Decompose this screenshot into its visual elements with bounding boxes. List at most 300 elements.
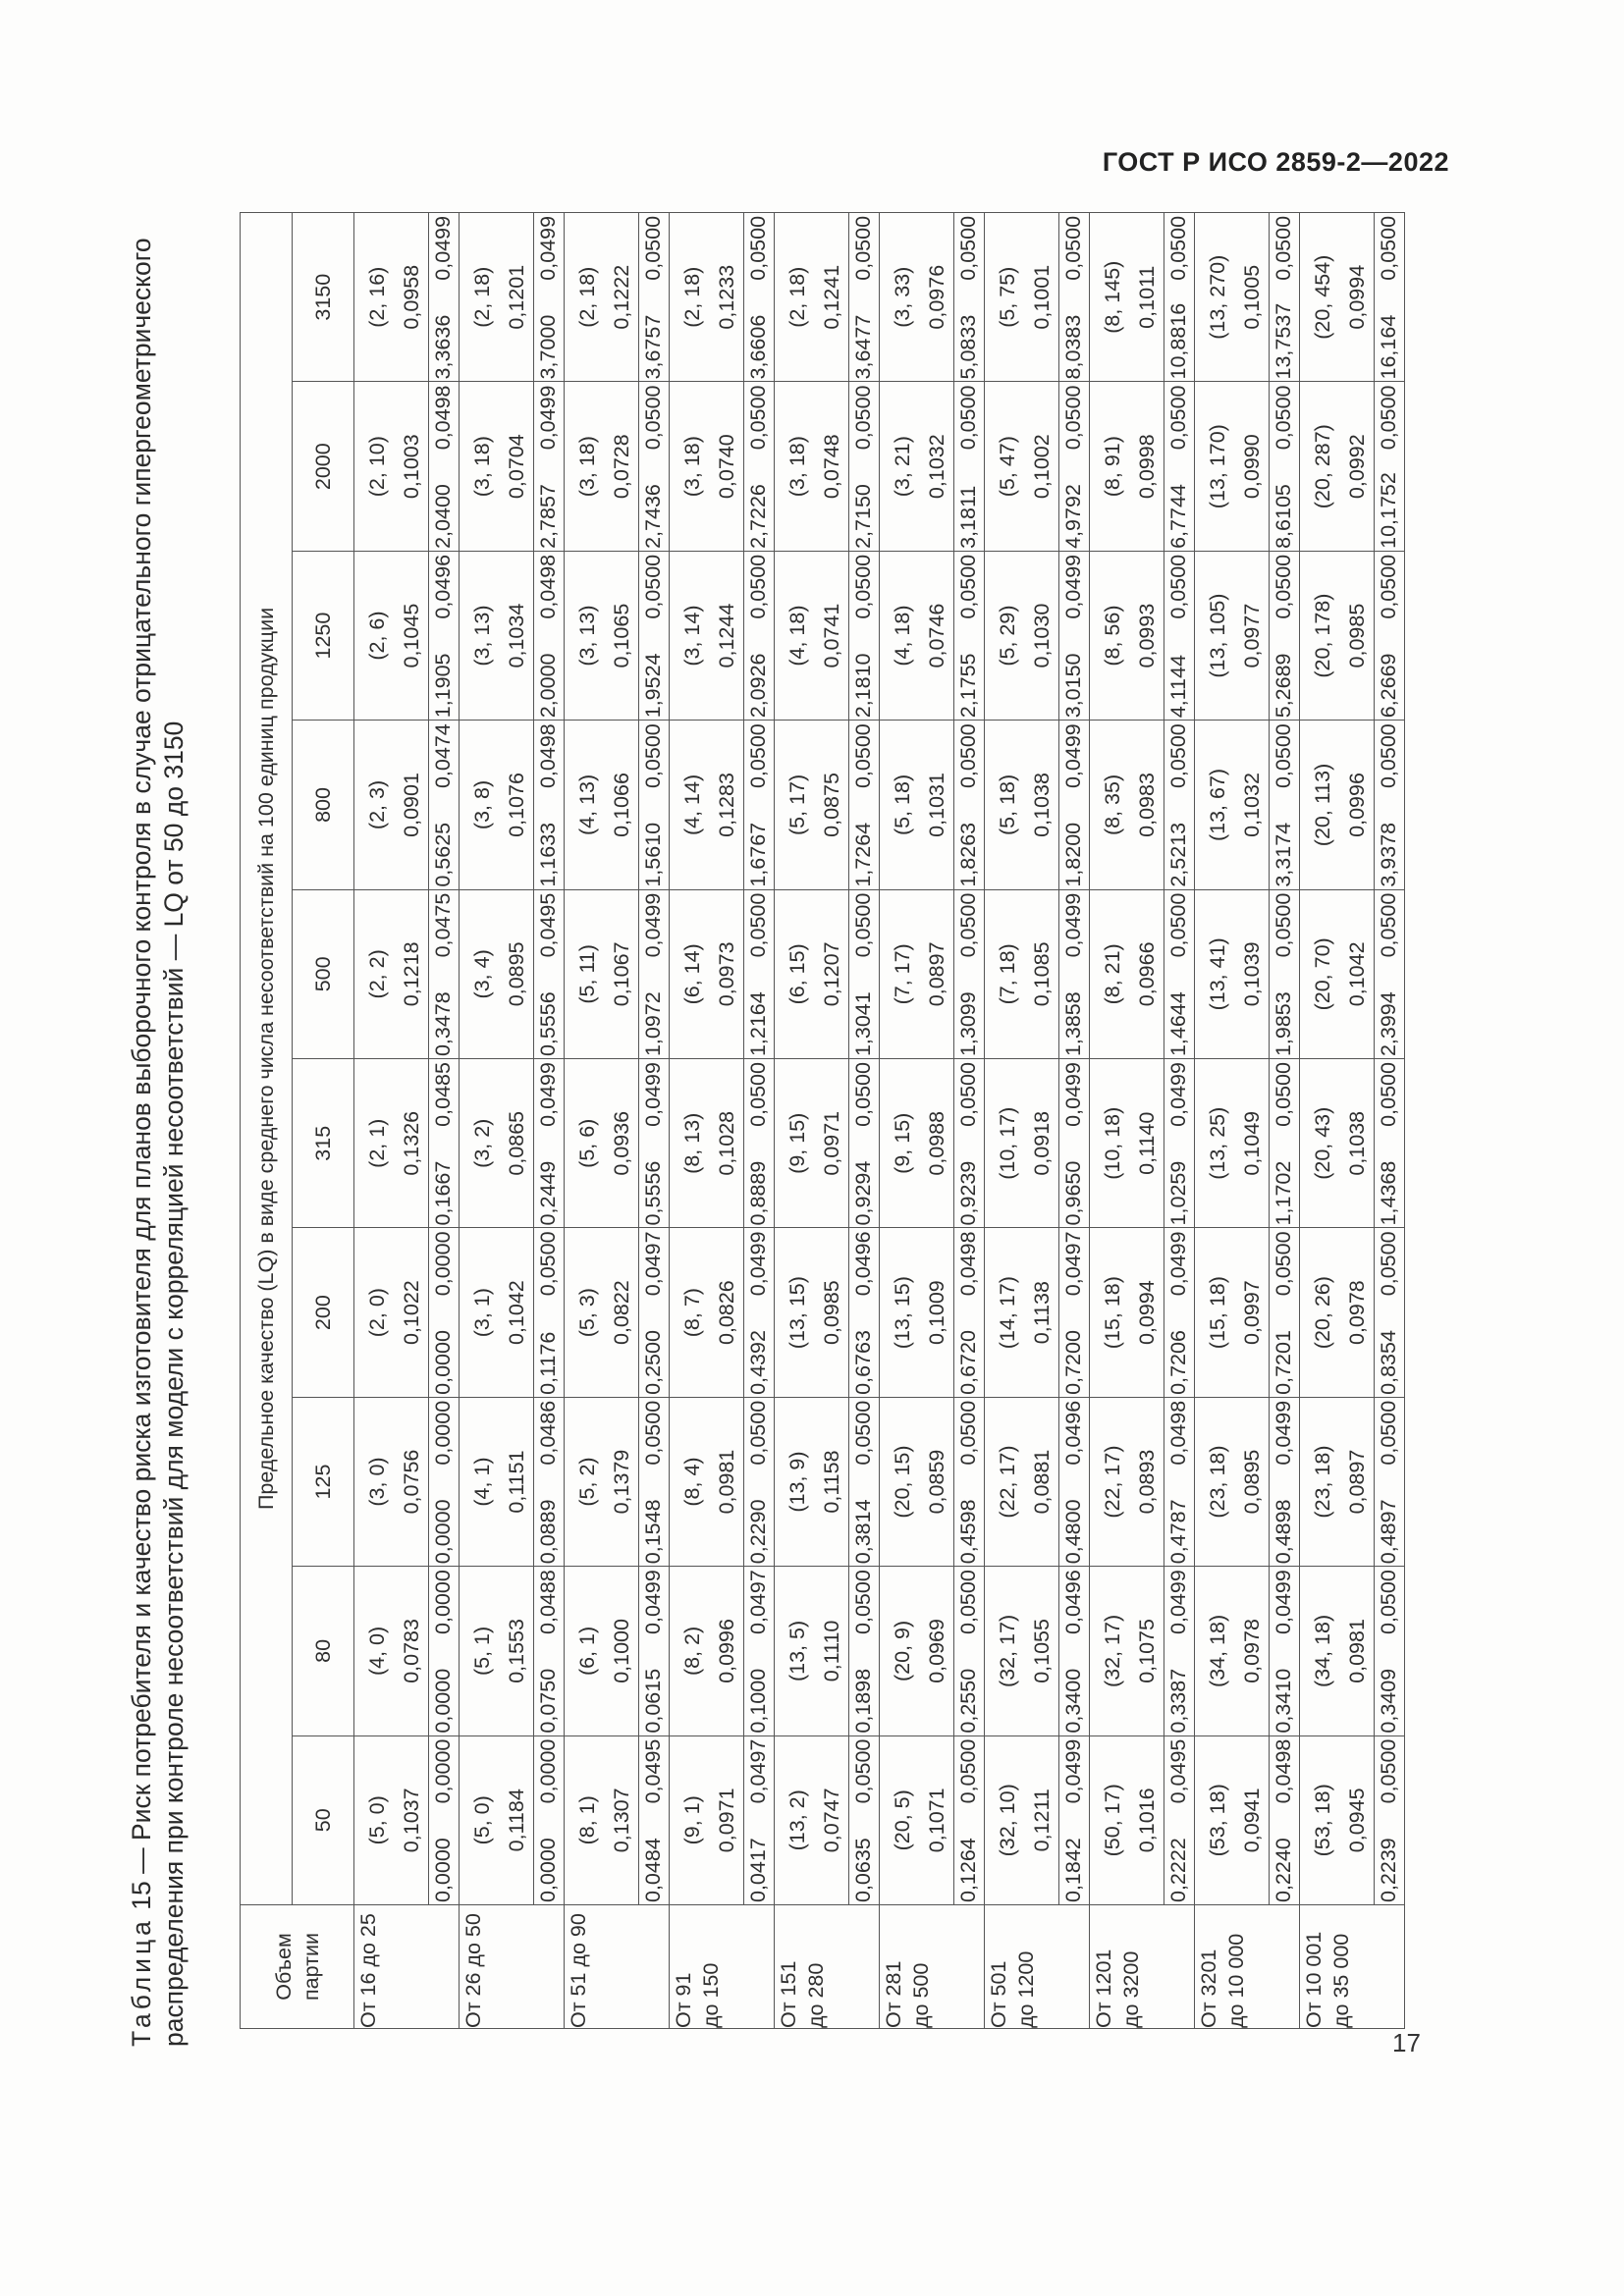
sample-plan: (8, 21): [1101, 943, 1124, 1005]
sample-plan: (4, 1): [470, 1457, 494, 1507]
lq-header: Предельное качество (LQ) в виде среднего числа несоответствий на 100 единиц продукции: [241, 212, 293, 1904]
consumer-risk: 0,0783: [400, 1619, 423, 1683]
consumer-risk: 0,1067: [610, 941, 633, 1007]
plan-cell: [1090, 382, 1195, 551]
producer-quality: 0,9294: [851, 1160, 875, 1226]
producer-risk: 0,0499: [431, 215, 455, 281]
consumer-risk: 0,1222: [610, 264, 633, 330]
producer-quality: 8,0383: [1061, 314, 1085, 380]
consumer-risk: 0,1211: [1030, 1789, 1054, 1852]
plan-cell: [460, 1567, 565, 1735]
producer-quality: 0,1176: [536, 1331, 560, 1395]
consumer-risk: 0,1184: [505, 1789, 528, 1852]
producer-risk: 0,0500: [641, 1400, 665, 1466]
producer-quality: 6,2669: [1377, 653, 1400, 719]
plan-cell: [985, 1228, 1090, 1397]
producer-risk: 0,0499: [1272, 1570, 1295, 1634]
producer-risk: 0,0500: [1166, 385, 1190, 451]
table-row: [354, 212, 460, 2028]
plan-cell: [1300, 1228, 1405, 1397]
sample-plan: (32, 17): [996, 1614, 1019, 1687]
plan-cell: [1090, 1059, 1195, 1228]
sample-plan: (20, 15): [891, 1445, 914, 1519]
sample-plan: (20, 178): [1311, 593, 1334, 678]
consumer-risk: 0,0875: [820, 773, 843, 837]
plan-cell: [670, 889, 775, 1058]
consumer-risk: 0,0971: [820, 1110, 843, 1176]
plan-cell: [775, 382, 880, 551]
sample-plan: (3, 8): [470, 779, 494, 830]
plan-cell: [670, 551, 775, 720]
sample-plan: (8, 1): [575, 1795, 599, 1845]
producer-quality: 2,7226: [746, 484, 770, 549]
sample-plan: (15, 18): [1101, 1276, 1124, 1350]
consumer-risk: 0,0895: [1240, 1449, 1264, 1515]
plan-cell: [985, 1059, 1090, 1228]
producer-risk: 0,0486: [536, 1400, 560, 1466]
plan-cell: [1195, 212, 1300, 382]
consumer-risk: 0,1055: [1030, 1619, 1054, 1683]
consumer-risk: 0,0971: [715, 1788, 738, 1853]
plan-cell: [565, 212, 670, 382]
plan-cell: [1195, 889, 1300, 1058]
consumer-risk: 0,0985: [820, 1280, 843, 1346]
producer-risk: 0,0500: [1061, 215, 1085, 281]
plan-cell: [775, 212, 880, 382]
consumer-risk: 0,0977: [1240, 603, 1264, 668]
sample-plan: (13, 9): [785, 1451, 809, 1513]
producer-quality: 0,6720: [956, 1330, 980, 1395]
sample-plan: (4, 0): [365, 1626, 389, 1677]
consumer-risk: 0,0966: [1135, 941, 1159, 1007]
sample-plan: (3, 14): [680, 605, 704, 667]
producer-risk: 0,0500: [956, 1738, 980, 1804]
producer-risk: 0,0500: [1377, 1570, 1400, 1634]
producer-quality: 0,2239: [1377, 1838, 1400, 1902]
plan-cell: [1195, 721, 1300, 889]
producer-quality: 0,5625: [431, 822, 455, 887]
consumer-risk: 0,1032: [925, 434, 948, 500]
table-row: [460, 212, 565, 2028]
plan-cell: [880, 212, 985, 382]
sample-plan: (7, 17): [891, 943, 914, 1005]
plan-cell: [565, 1059, 670, 1228]
plan-cell: [670, 212, 775, 382]
plan-cell: [670, 721, 775, 889]
sample-plan: (32, 10): [996, 1784, 1019, 1857]
sample-plan: (8, 56): [1101, 605, 1124, 667]
producer-quality: 1,9524: [641, 653, 665, 719]
producer-quality: 0,4898: [1272, 1499, 1295, 1565]
producer-risk: 0,0500: [1377, 385, 1400, 451]
sample-plan: (8, 35): [1101, 774, 1124, 836]
consumer-risk: 0,1110: [820, 1620, 843, 1682]
sample-plan: (22, 17): [996, 1445, 1019, 1519]
producer-quality: 6,7744: [1166, 484, 1190, 549]
plan-cell: [1090, 889, 1195, 1058]
sample-plan: (2, 1): [365, 1118, 389, 1168]
sample-plan: (9, 15): [785, 1112, 809, 1174]
consumer-risk: 0,1042: [505, 1280, 528, 1346]
producer-quality: 0,4392: [746, 1330, 770, 1395]
plan-cell: [775, 1567, 880, 1735]
consumer-risk: 0,0822: [610, 1280, 633, 1346]
plan-cell: [1090, 1228, 1195, 1397]
consumer-risk: 0,0976: [925, 264, 948, 330]
plan-cell: [460, 551, 565, 720]
table-row: [565, 212, 670, 2028]
plan-cell: [1300, 721, 1405, 889]
sample-plan: (5, 17): [785, 774, 809, 836]
producer-quality: 1,1633: [536, 822, 560, 887]
plan-cell: [1195, 1228, 1300, 1397]
producer-risk: 0,0500: [746, 723, 770, 789]
lot-size-cell: От 51 до 90: [565, 1905, 670, 2029]
producer-risk: 0,0498: [1166, 1400, 1190, 1466]
sample-plan: (20, 43): [1311, 1106, 1334, 1180]
sample-plan: (5, 29): [996, 605, 1019, 667]
lq-column-header: 800: [293, 721, 354, 889]
consumer-risk: 0,1000: [610, 1619, 633, 1683]
sample-plan: (22, 17): [1101, 1445, 1124, 1519]
plan-cell: [670, 1397, 775, 1566]
consumer-risk: 0,0981: [715, 1449, 738, 1515]
caption-text: 15 — Риск потребителя и качество риска изготовителя для планов выборочного контроля в случае отрицательного гипергеометрического распределения при контроле несоответствий для модели с корреляцией несоответствий — LQ от 50 до 3150: [127, 238, 189, 2047]
sample-plan: (2, 18): [680, 266, 704, 328]
sample-plan: (10, 18): [1101, 1106, 1124, 1180]
plan-cell: [1090, 1397, 1195, 1566]
consumer-risk: 0,1049: [1240, 1110, 1264, 1176]
producer-risk: 0,0500: [1166, 215, 1190, 281]
plan-cell: [460, 1228, 565, 1397]
sample-plan: (2, 0): [365, 1288, 389, 1338]
plan-cell: [880, 1059, 985, 1228]
sample-plan: (2, 6): [365, 611, 389, 661]
producer-risk: 0,0498: [536, 723, 560, 789]
producer-quality: 3,9378: [1377, 822, 1400, 887]
plan-cell: [1090, 551, 1195, 720]
sample-plan: (20, 287): [1311, 424, 1334, 509]
sample-plan: (5, 11): [575, 944, 599, 1004]
producer-risk: 0,0500: [851, 385, 875, 451]
producer-risk: 0,0500: [1061, 385, 1085, 451]
producer-risk: 0,0499: [1061, 892, 1085, 958]
plan-cell: [1300, 1059, 1405, 1228]
producer-quality: 1,3041: [851, 991, 875, 1057]
sample-plan: (20, 9): [891, 1620, 914, 1682]
consumer-risk: 0,1034: [505, 603, 528, 668]
plan-cell: [670, 1735, 775, 1904]
plan-cell: [985, 1735, 1090, 1904]
consumer-risk: 0,1038: [1345, 1110, 1369, 1176]
consumer-risk: 0,0981: [1345, 1619, 1369, 1683]
plan-cell: [775, 721, 880, 889]
producer-quality: 0,2449: [536, 1160, 560, 1226]
sample-plan: (5, 47): [996, 436, 1019, 498]
plan-cell: [1195, 1059, 1300, 1228]
sample-plan: (5, 3): [575, 1288, 599, 1338]
producer-risk: 0,0500: [746, 385, 770, 451]
table-row: [985, 212, 1090, 2028]
producer-risk: 0,0500: [956, 1570, 980, 1634]
sample-plan: (6, 14): [680, 943, 704, 1005]
consumer-risk: 0,0994: [1135, 1280, 1159, 1346]
producer-risk: 0,0499: [1272, 1400, 1295, 1466]
producer-quality: 0,3387: [1166, 1668, 1190, 1734]
producer-quality: 1,0972: [641, 991, 665, 1057]
plan-cell: [1300, 889, 1405, 1058]
sample-plan: (13, 15): [891, 1276, 914, 1350]
consumer-risk: 0,0990: [1240, 434, 1264, 500]
producer-quality: 1,5610: [641, 822, 665, 887]
producer-quality: 0,5556: [641, 1160, 665, 1226]
lot-size-cell: От 16 до 25: [354, 1905, 460, 2029]
producer-risk: 0,0500: [641, 723, 665, 789]
producer-quality: 0,0635: [851, 1838, 875, 1902]
consumer-risk: 0,0997: [1240, 1280, 1264, 1346]
table-row: [1300, 212, 1405, 2028]
producer-quality: 0,0000: [431, 1499, 455, 1565]
producer-quality: 0,0615: [641, 1668, 665, 1734]
consumer-risk: 0,0958: [400, 264, 423, 330]
consumer-risk: 0,0895: [505, 941, 528, 1007]
consumer-risk: 0,1030: [1030, 603, 1054, 668]
sample-plan: (3, 21): [891, 436, 914, 498]
plan-cell: [1300, 551, 1405, 720]
plan-cell: [1300, 212, 1405, 382]
producer-quality: 0,1548: [641, 1499, 665, 1565]
producer-risk: 0,0500: [1377, 1062, 1400, 1127]
producer-quality: 0,3410: [1272, 1668, 1295, 1734]
plan-cell: [1090, 1567, 1195, 1735]
producer-quality: 2,1755: [956, 653, 980, 719]
table-row: [880, 212, 985, 2028]
producer-quality: 0,0417: [746, 1838, 770, 1902]
plan-cell: [460, 1059, 565, 1228]
plan-cell: [985, 889, 1090, 1058]
table-caption: [126, 201, 190, 2047]
producer-quality: 0,0000: [536, 1838, 560, 1902]
lot-size-cell: От 1201 до 3200: [1090, 1905, 1195, 2029]
plan-cell: [354, 1397, 460, 1566]
sample-plan: (34, 18): [1311, 1614, 1334, 1687]
consumer-risk: 0,1140: [1135, 1111, 1159, 1175]
producer-risk: 0,0495: [641, 1738, 665, 1804]
producer-quality: 0,7200: [1061, 1330, 1085, 1395]
consumer-risk: 0,0704: [505, 434, 528, 500]
consumer-risk: 0,0740: [715, 434, 738, 500]
sample-plan: (5, 0): [365, 1795, 389, 1845]
sample-plan: (5, 18): [996, 774, 1019, 836]
sample-plan: (53, 18): [1206, 1784, 1229, 1857]
producer-risk: 0,0498: [1272, 1738, 1295, 1804]
producer-quality: 1,3858: [1061, 991, 1085, 1057]
producer-quality: 0,4800: [1061, 1499, 1085, 1565]
sample-plan: (5, 75): [996, 266, 1019, 328]
producer-risk: 0,0500: [1166, 723, 1190, 789]
consumer-risk: 0,1379: [610, 1449, 633, 1515]
producer-quality: 1,8200: [1061, 822, 1085, 887]
producer-risk: 0,0499: [536, 215, 560, 281]
plan-cell: [880, 1567, 985, 1735]
producer-risk: 0,0497: [746, 1738, 770, 1804]
sample-plan: (5, 0): [470, 1795, 494, 1845]
consumer-risk: 0,0993: [1135, 603, 1159, 668]
producer-quality: 1,4368: [1377, 1160, 1400, 1226]
consumer-risk: 0,0728: [610, 434, 633, 500]
consumer-risk: 0,0881: [1030, 1449, 1054, 1515]
consumer-risk: 0,0973: [715, 941, 738, 1007]
consumer-risk: 0,1138: [1030, 1281, 1054, 1345]
producer-risk: 0,0000: [431, 1231, 455, 1297]
producer-quality: 2,0926: [746, 653, 770, 719]
consumer-risk: 0,1028: [715, 1110, 738, 1176]
plan-cell: [565, 1735, 670, 1904]
consumer-risk: 0,0978: [1345, 1280, 1369, 1346]
sample-plan: (23, 18): [1206, 1445, 1229, 1519]
producer-risk: 0,0500: [641, 215, 665, 281]
producer-quality: 0,0484: [641, 1838, 665, 1902]
sample-plan: (2, 16): [365, 266, 389, 328]
producer-quality: 1,0259: [1166, 1160, 1190, 1226]
producer-risk: 0,0500: [956, 385, 980, 451]
producer-risk: 0,0500: [536, 1231, 560, 1297]
producer-quality: 0,2240: [1272, 1838, 1295, 1902]
producer-quality: 0,5556: [536, 991, 560, 1057]
producer-risk: 0,0000: [431, 1738, 455, 1804]
producer-risk: 0,0499: [1061, 723, 1085, 789]
plan-cell: [670, 1567, 775, 1735]
producer-quality: 2,7436: [641, 484, 665, 549]
producer-quality: 1,3099: [956, 991, 980, 1057]
sample-plan: (50, 17): [1101, 1784, 1124, 1857]
producer-risk: 0,0500: [851, 1570, 875, 1634]
producer-risk: 0,0500: [1272, 215, 1295, 281]
plan-cell: [670, 1059, 775, 1228]
producer-quality: 0,2222: [1166, 1838, 1190, 1902]
producer-risk: 0,0500: [956, 215, 980, 281]
consumer-risk: 0,0945: [1345, 1788, 1369, 1853]
producer-risk: 0,0500: [1272, 385, 1295, 451]
producer-quality: 0,4787: [1166, 1499, 1190, 1565]
producer-risk: 0,0500: [1377, 215, 1400, 281]
consumer-risk: 0,0747: [820, 1788, 843, 1853]
consumer-risk: 0,0994: [1345, 264, 1369, 330]
consumer-risk: 0,1009: [925, 1280, 948, 1346]
producer-quality: 0,7206: [1166, 1330, 1190, 1395]
lot-size-cell: От 3201 до 10 000: [1195, 1905, 1300, 2029]
sample-plan: (2, 2): [365, 949, 389, 999]
sample-plan: (9, 15): [891, 1112, 914, 1174]
plan-cell: [880, 551, 985, 720]
page-number: 17: [1392, 2028, 1421, 2057]
plan-cell: [354, 889, 460, 1058]
plan-cell: [670, 1228, 775, 1397]
consumer-risk: 0,0756: [400, 1449, 423, 1515]
consumer-risk: 0,0985: [1345, 603, 1369, 668]
producer-risk: 0,0500: [641, 385, 665, 451]
producer-quality: 1,7264: [851, 822, 875, 887]
producer-risk: 0,0500: [851, 1738, 875, 1804]
producer-risk: 0,0500: [851, 1062, 875, 1127]
sample-plan: (13, 15): [785, 1276, 809, 1350]
consumer-risk: 0,0996: [715, 1619, 738, 1683]
sample-plan: (5, 2): [575, 1457, 599, 1507]
consumer-risk: 0,0865: [505, 1110, 528, 1176]
producer-quality: 1,2164: [746, 991, 770, 1057]
lot-size-header: Объем партии: [241, 1905, 354, 2029]
producer-risk: 0,0499: [536, 1062, 560, 1127]
consumer-risk: 0,0992: [1345, 434, 1369, 500]
lot-size-cell: От 501 до 1200: [985, 1905, 1090, 2029]
plan-cell: [354, 382, 460, 551]
consumer-risk: 0,0941: [1240, 1788, 1264, 1853]
plan-cell: [354, 1059, 460, 1228]
producer-quality: 1,8263: [956, 822, 980, 887]
producer-quality: 0,1264: [956, 1838, 980, 1902]
sample-plan: (7, 18): [996, 943, 1019, 1005]
plan-cell: [1195, 1397, 1300, 1566]
sample-plan: (4, 18): [785, 605, 809, 667]
producer-quality: 1,6767: [746, 822, 770, 887]
producer-quality: 3,7000: [536, 314, 560, 380]
lot-size-cell: От 10 001 до 35 000: [1300, 1905, 1405, 2029]
plan-cell: [565, 721, 670, 889]
plan-cell: [354, 1735, 460, 1904]
plan-cell: [1195, 551, 1300, 720]
sample-plan: (4, 13): [575, 774, 599, 836]
producer-quality: 0,9239: [956, 1160, 980, 1226]
producer-quality: 2,0400: [431, 484, 455, 549]
producer-risk: 0,0500: [641, 554, 665, 619]
producer-risk: 0,0500: [851, 554, 875, 619]
producer-risk: 0,0500: [1166, 892, 1190, 958]
plan-cell: [565, 889, 670, 1058]
consumer-risk: 0,0741: [820, 603, 843, 668]
sample-plan: (8, 145): [1101, 260, 1124, 334]
plan-cell: [460, 721, 565, 889]
plan-cell: [354, 212, 460, 382]
producer-quality: 13,7537: [1272, 302, 1295, 380]
consumer-risk: 0,1071: [925, 1788, 948, 1853]
sample-plan: (4, 14): [680, 774, 704, 836]
producer-quality: 0,4897: [1377, 1499, 1400, 1565]
consumer-risk: 0,1038: [1030, 773, 1054, 837]
producer-risk: 0,0499: [1061, 1062, 1085, 1127]
producer-quality: 3,6757: [641, 314, 665, 380]
plan-cell: [565, 551, 670, 720]
sample-plan: (2, 18): [785, 266, 809, 328]
producer-risk: 0,0500: [956, 723, 980, 789]
producer-risk: 0,0500: [956, 1400, 980, 1466]
consumer-risk: 0,1005: [1240, 264, 1264, 330]
producer-risk: 0,0500: [1377, 1400, 1400, 1466]
producer-quality: 0,6763: [851, 1330, 875, 1395]
lq-column-header: 3150: [293, 212, 354, 382]
producer-risk: 0,0499: [641, 1570, 665, 1634]
consumer-risk: 0,0996: [1345, 773, 1369, 837]
consumer-risk: 0,0969: [925, 1619, 948, 1683]
producer-risk: 0,0499: [1166, 1231, 1190, 1297]
plan-cell: [775, 1735, 880, 1904]
producer-quality: 2,0000: [536, 653, 560, 719]
consumer-risk: 0,0936: [610, 1110, 633, 1176]
table-row: [775, 212, 880, 2028]
plan-cell: [880, 1397, 985, 1566]
consumer-risk: 0,1022: [400, 1280, 423, 1346]
consumer-risk: 0,0826: [715, 1280, 738, 1346]
consumer-risk: 0,1326: [400, 1110, 423, 1176]
